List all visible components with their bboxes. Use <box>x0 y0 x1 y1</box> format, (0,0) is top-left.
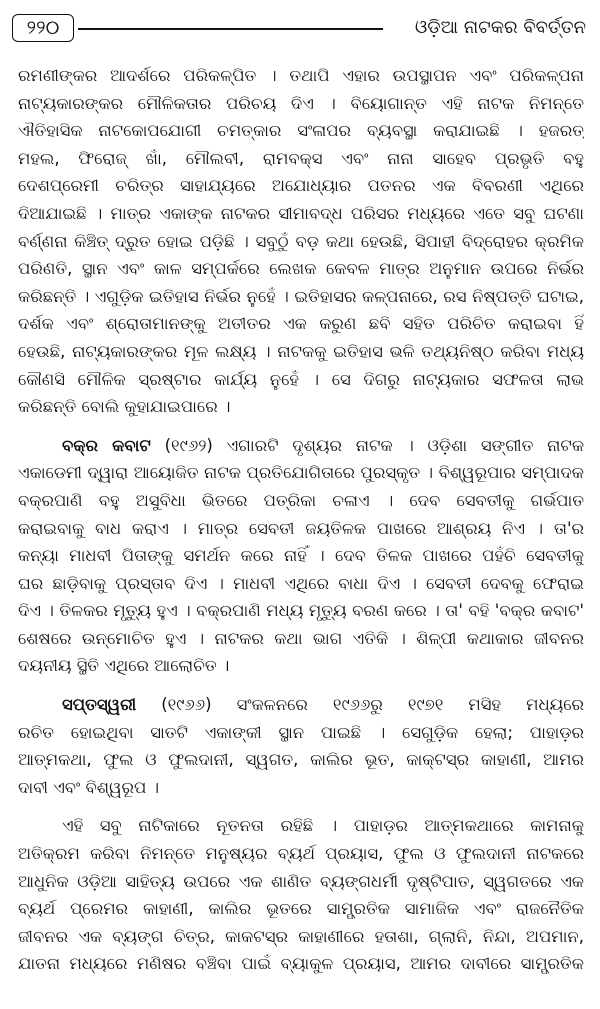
text-line: ଦୟନୀୟ ସ୍ଥିତି ଏଥିରେ ଆଲୋଚିତ । <box>18 656 230 676</box>
paragraph-gap <box>18 421 584 432</box>
text-line: ହେଉଛି, ନାଟ୍ୟକାରଙ୍କର ମୂଳ ଲକ୍ଷ୍ୟ । ନାଟକକୁ ଇତିହାସ ଭଳି ତଥ୍ୟନିଷ୍ଠ କରିବା ମଧ୍ୟ <box>18 341 584 361</box>
text-line: ଦାବୀ ଏବଂ ବିଶ୍ୱରୂପ । <box>18 777 160 797</box>
text-line: ରମଣୀଙ୍କର ଆଦର୍ଶରେ ପରିକଳ୍ପିତ । ତଥାପି ଏହାର ଉପସ୍ଥାପନ ଏବଂ ପରିକଳ୍ପନା <box>18 66 584 85</box>
text-line: ମହଲ, ଫିରୋଜ୍ ଖାଁ, ମୌଲବୀ, ରାମବକ୍ସ ଏବଂ ନାନା ସାହେବ ପ୍ରଭୃତି ବହୁ <box>18 148 584 168</box>
paragraph-gap <box>18 801 584 812</box>
text-line: ଘର ଛାଡ଼ିବାକୁ ପ୍ରସ୍ତାବ ଦିଏ । ମାଧବୀ ଏଥିରେ ବାଧା ଦିଏ । ସେବତୀ ଦେବକୁ ଫେରାଇ <box>18 573 584 593</box>
text-line: ଆଧୁନିକ ଓଡ଼ିଆ ସାହିତ୍ୟ ଉପରେ ଏକ ଶାଣିତ ବ୍ୟଙ୍ଗଧର୍ମୀ ଦୃଷ୍ଟିପାତ, ସ୍ୱଗତରେ ଏକ <box>18 871 584 891</box>
text-line: ଅତିକ୍ରମ କରିବା ନିମନ୍ତେ ମନୁଷ୍ୟର ବ୍ୟର୍ଥ ପ୍ରୟାସ, ଫୁଲ ଓ ଫୁଲଦାନୀ ନାଟକରେ <box>18 844 584 864</box>
text-line: ବକ୍ରପାଣି ବହୁ ଅସୁବିଧା ଭିତରେ ପତ୍ରିକା ଚଳାଏ । ଦେବ ସେବତୀକୁ ଗର୍ଭପାତ <box>18 490 584 510</box>
text-line <box>18 691 584 719</box>
text-line: ଏକାଡେମୀ ଦ୍ୱାରା ଆୟୋଜିତ ନାଟକ ପ୍ରତିଯୋଗିତାରେ ପୁରସ୍କୃତ । ବିଶ୍ୱରୂପାର ସମ୍ପାଦକ <box>18 463 584 483</box>
text-line <box>18 432 584 460</box>
text-line: ବର୍ଣ୍ଣନା କିଞ୍ଚିତ୍ ଦ୍ରୁତ ହୋଇ ପଡ଼ିଛି । ସବୁଠୁଁ ବଡ଼ କଥା ହେଉଛି, ସିପାହୀ ବିଦ୍ରୋହର କ୍ରମିକ <box>18 231 584 251</box>
paragraph-2 <box>18 432 584 680</box>
text-line: ଶେଷରେ ଉନ୍ମୋଚିତ ହୁଏ । ନାଟକର କଥା ଭାଗ ଏତିକି । ଶିଳ୍ପୀ କଥାକାର ଜୀବନର <box>18 628 584 648</box>
running-title: ଓଡ଼ିଆ ନାଟକର ବିବର୍ତ୍ତନ <box>414 17 586 38</box>
paragraph-1 <box>18 62 584 421</box>
page-number: ୨୨୦ <box>12 14 74 42</box>
text-line: କନ୍ୟା ମାଧବୀ ପିତାଙ୍କୁ ସମର୍ଥନ କରେ ନାହିଁ । ଦେବ ତିଳକ ପାଖରେ ପହଁଚି ସେବତୀକୁ <box>18 546 584 566</box>
paragraph-3 <box>18 691 584 801</box>
text-line: କୌଣସି ମୌଳିକ ସ୍ରଷ୍ଟାର କାର୍ଯ୍ୟ ନୁହେଁ । ସେ ଦିଗରୁ ନାଟ୍ୟକାର ସଫଳତା ଲାଭ <box>18 369 584 389</box>
text-line: ନାଟ୍ୟକାରଙ୍କର ମୌଳିକତାର ପରିଚୟ ଦିଏ । ବିୟୋଗାନ୍ତ ଏହି ନାଟକ ନିମନ୍ତେ <box>18 93 584 113</box>
text-line: ଏହି ସବୁ ନାଟିକାରେ ନୂତନତା ରହିଛି । ପାହାଡ଼ର ଆତ୍ମକଥାରେ କାମନାକୁ <box>62 816 584 836</box>
paragraph-gap <box>18 680 584 691</box>
collection-title: ସପ୍ତସ୍ୱରୀ <box>62 695 137 715</box>
play-title: ବକ୍ର କବାଟ <box>62 435 151 455</box>
text-line: କରିଛନ୍ତି । ଏଗୁଡ଼ିକ ଇତିହାସ ନିର୍ଭର ନୁହେଁ । ଇତିହାସର କଳ୍ପନାରେ, ରସ ନିଷ୍ପତ୍ତି ଘଟାଇ, <box>18 286 584 306</box>
text-line: ଜୀବନର ଏକ ବ୍ୟଙ୍ଗ ଚିତ୍ର, କାକଟସ୍‌ର କାହାଣୀରେ ହତାଶା, ଗ୍ଲାନି, ନିନ୍ଦା, ଅପମାନ, <box>18 926 584 946</box>
header-rule <box>78 28 383 30</box>
text-line: ଦେଶପ୍ରେମୀ ଚରିତ୍ର ସାହାଯ୍ୟରେ ଅଯୋଧ୍ୟାର ପତନର ଏକ ବିବରଣୀ ଏଥିରେ <box>18 176 584 196</box>
text-run: (୧୯୬୬) ସଂକଳନରେ ୧୯୬୬ରୁ ୧୯୭୧ ମସିହ ମଧ୍ୟରେ <box>161 695 584 715</box>
page-body <box>18 62 584 978</box>
text-line: ରଚିତ ହୋଇଥିବା ସାତଟି ଏକାଙ୍କୀ ସ୍ଥାନ ପାଇଛି । ସେଗୁଡ଼ିକ ହେଲା; ପାହାଡ଼ର <box>18 722 584 742</box>
text-line: ଦର୍ଶକ ଏବଂ ଶ୍ରୋତାମାନଙ୍କୁ ଅତୀତର ଏକ କରୁଣ ଛବି ସହିତ ପରିଚିତ କରାଇବା ହିଁ <box>18 314 584 334</box>
text-line: ଐତିହାସିକ ନାଟକୋପଯୋଗୀ ଚମତ୍କାର ସଂଳାପର ବ୍ୟବସ୍ଥା କରାଯାଇଛି । ହଜରତ୍ <box>18 121 584 141</box>
text-line: ଯାତନା ମଧ୍ୟରେ ମଣିଷର ବଞ୍ଚିବା ପାଇଁ ବ୍ୟାକୁଳ ପ୍ରୟାସ, ଆମର ଦାବୀରେ ସାମ୍ପ୍ରତିକ <box>18 954 584 974</box>
text-line: ବ୍ୟର୍ଥ ପ୍ରେମର କାହାଣୀ, କାଲିର ଭୂତରେ ସାମ୍ପ୍ରତିକ ସାମାଜିକ ଏବଂ ରାଜନୈତିକ <box>18 899 584 919</box>
paragraph-4 <box>18 812 584 978</box>
text-line: କରାଇବାକୁ ବାଧ କରାଏ । ମାତ୍ର ସେବତୀ ଜୟତିଳକ ପାଖରେ ଆଶ୍ରୟ ନିଏ । ତା'ର <box>18 518 584 538</box>
text-line: ପରିଣତି, ସ୍ଥାନ ଏବଂ କାଳ ସମ୍ପର୍କରେ ଲେଖକ କେବଳ ମାତ୍ର ଅନୁମାନ ଉପରେ ନିର୍ଭର <box>18 259 584 279</box>
text-run: (୧୯୬୨) ଏଗାରଟି ଦୃଶ୍ୟର ନାଟକ । ଓଡ଼ିଶା ସଙ୍ଗୀତ ନାଟକ <box>164 435 584 455</box>
text-line: ଆତ୍ମକଥା, ଫୁଲ ଓ ଫୁଲଦାନୀ, ସ୍ୱଗତ, କାଲିର ଭୂତ, କାକ୍‌ଟସ୍‌ର କାହାଣୀ, ଆମର <box>18 750 584 770</box>
text-line: ଦିଏ । ତିଳକର ମୃତ୍ୟୁ ହୁଏ । ବକ୍ରପାଣି ମଧ୍ୟ ମୃତ୍ୟୁ ବରଣ କରେ । ତା' ବହି 'ବକ୍ର କବାଟ' <box>18 601 584 621</box>
text-line: ଦିଆଯାଇଛି । ମାତ୍ର ଏକାଙ୍କ ନାଟକର ସୀମାବଦ୍ଧ ପରିସର ମଧ୍ୟରେ ଏତେ ସବୁ ଘଟଣା <box>18 203 584 223</box>
text-line: କରିଛନ୍ତି ବୋଲି କୁହାଯାଇପାରେ । <box>18 397 231 417</box>
page-header <box>12 14 588 48</box>
